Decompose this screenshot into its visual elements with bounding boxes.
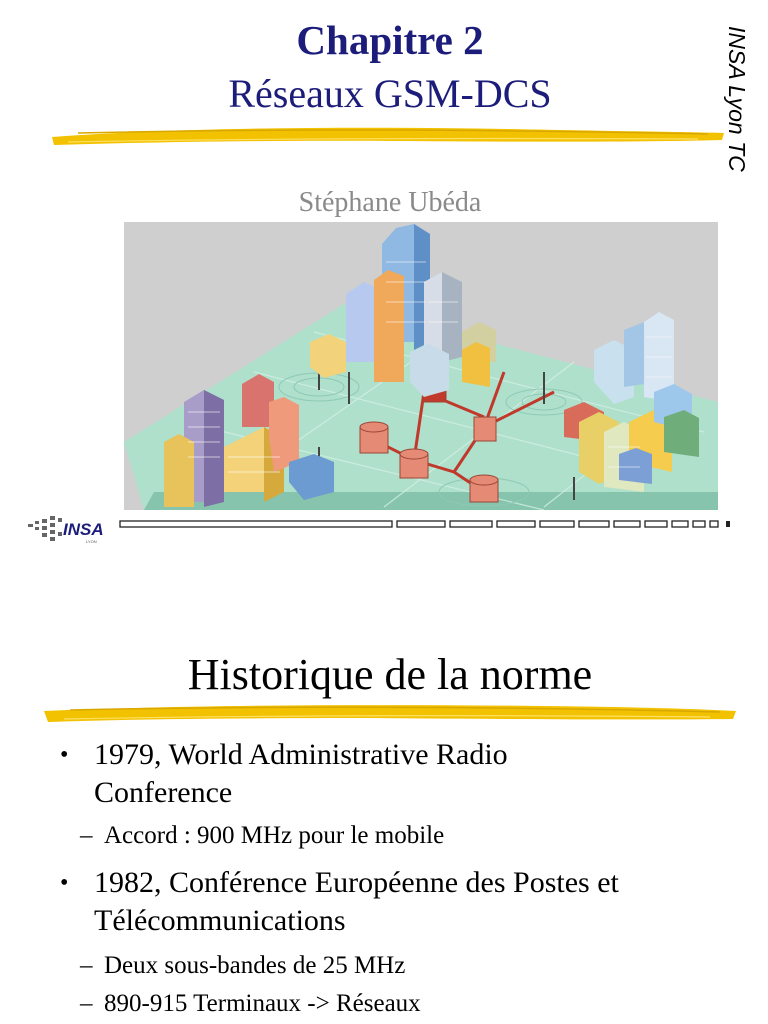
chapter-title: Chapitre 2: [296, 17, 484, 63]
sub-bullet-dash-icon: –: [80, 990, 93, 1017]
sub-bullet-text: Accord : 900 MHz pour le mobile: [104, 822, 445, 849]
insa-logo-subtext: LYON: [86, 539, 97, 544]
slide-title-underline-brush: [40, 698, 740, 728]
author-name: Stéphane Ubéda: [298, 187, 482, 218]
sub-bullet-text: Deux sous-bandes de 25 MHz: [104, 952, 406, 979]
slide-title: Historique de la norme: [187, 650, 593, 699]
bullet-item: [60, 736, 734, 812]
bullet-line: 1982, Conférence Européenne des Postes et: [94, 866, 619, 899]
side-vertical-label: INSA Lyon TC: [724, 26, 750, 172]
bullet-line: Télécommunications: [94, 904, 346, 937]
insa-logo-text: INSA: [63, 520, 104, 539]
chapter-subtitle: Réseaux GSM-DCS: [228, 71, 552, 116]
sub-bullet-text: 890-915 Terminaux -> Réseaux: [104, 990, 421, 1017]
city-network-illustration: [124, 222, 718, 510]
insa-footer-bar: [0, 512, 768, 546]
sub-bullet-item: [80, 988, 724, 1020]
sub-bullet-dash-icon: –: [80, 822, 93, 849]
title-underline-brush: [48, 120, 728, 150]
bullet-dot-icon: •: [60, 742, 69, 768]
sub-bullet-item: [80, 950, 724, 982]
bullet-line: 1979, World Administrative Radio: [94, 738, 508, 771]
sub-bullet-item: [80, 820, 724, 852]
bullet-item: [60, 864, 734, 940]
bullet-line: Conference: [94, 776, 233, 809]
bullet-dot-icon: •: [60, 870, 69, 896]
sub-bullet-dash-icon: –: [80, 952, 93, 979]
